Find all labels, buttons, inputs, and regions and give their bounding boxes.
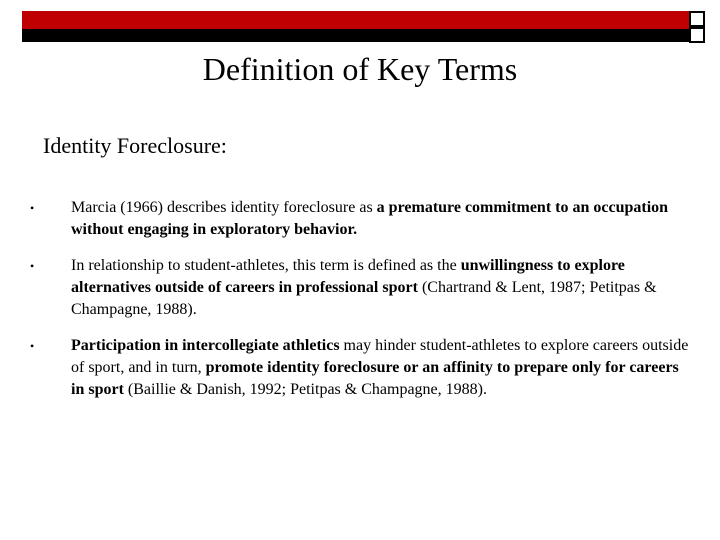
square-icon (689, 11, 705, 27)
slide-subtitle: Identity Foreclosure: (43, 133, 227, 158)
bullet-text-segment: may hinder student-athletes to explore careers outside of sport, and in turn, (71, 337, 689, 376)
bullet-text-segment: Marcia (1966) describes identity foreclosure as (71, 199, 377, 216)
header-bar-red (22, 11, 689, 29)
header-bar-black (22, 29, 689, 42)
slide-title: Definition of Key Terms (202, 51, 518, 87)
bullet-item (30, 197, 690, 241)
bullet-text-bold: unwillingness to explore alternatives outside of careers in professional sport (71, 257, 625, 296)
bullet-text-bold: Participation in intercollegiate athletics (71, 337, 340, 354)
bullet-dot-icon: • (30, 339, 35, 353)
bullet-item (30, 335, 690, 401)
bullet-list (30, 197, 690, 401)
square-icon (689, 27, 705, 43)
corner-squares-decoration (689, 11, 709, 43)
bullet-item (30, 255, 690, 321)
bullet-dot-icon: • (30, 259, 35, 273)
bullet-text-segment: In relationship to student-athletes, this term is defined as the (71, 257, 461, 274)
bullet-text-segment: (Baillie & Danish, 1992; Petitpas & Champagne, 1988). (123, 381, 487, 398)
bullet-text-segment: (Chartrand & Lent, 1987; Petitpas & Champagne, 1988). (71, 279, 657, 318)
bullet-text-bold: promote identity foreclosure or an affinity to prepare only for careers in sport (71, 359, 679, 398)
bullet-dot-icon: • (30, 201, 35, 215)
bullet-text-bold: a premature commitment to an occupation without engaging in exploratory behavior. (71, 199, 669, 238)
header-bar (22, 11, 689, 43)
